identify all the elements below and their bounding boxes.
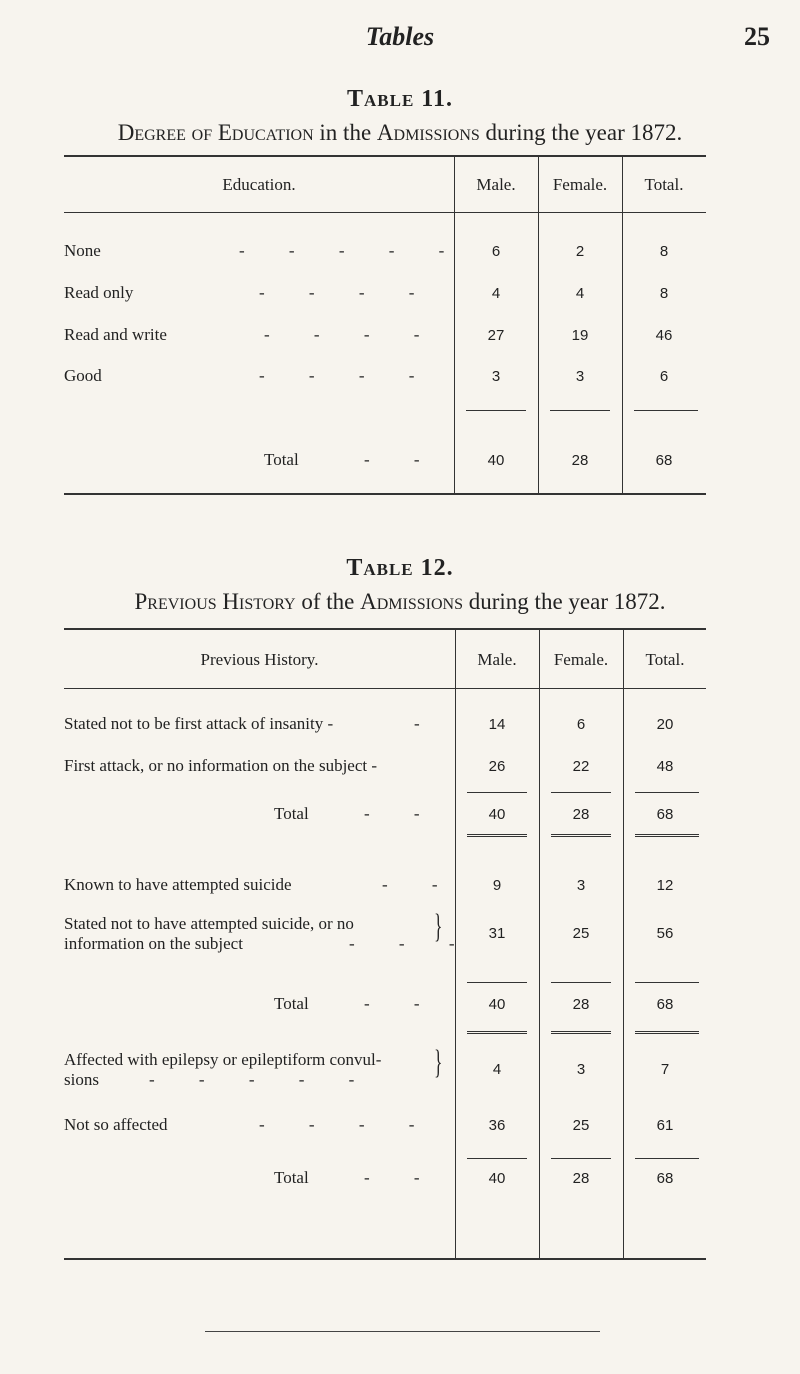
sum-rule xyxy=(467,982,527,983)
leader-dashes: - xyxy=(414,714,440,733)
leader-dashes: - - - - xyxy=(264,325,440,344)
total-female: 28 xyxy=(571,452,589,469)
cell-male: 4 xyxy=(491,285,501,302)
caption-part: Previous History xyxy=(134,589,296,614)
total-male: 40 xyxy=(488,996,506,1013)
cell-female: 6 xyxy=(576,716,586,733)
table-12-heading: Table 12. xyxy=(346,555,454,581)
sum-rule xyxy=(551,792,611,793)
total-female: 28 xyxy=(572,806,590,823)
cell-male: 26 xyxy=(488,758,506,775)
total-male: 40 xyxy=(488,806,506,823)
row-label: Read and write xyxy=(64,325,167,344)
leader-dashes: - - xyxy=(382,875,458,894)
leader-dashes: - - xyxy=(364,804,440,823)
leader-dashes: - - xyxy=(364,994,440,1013)
column-divider xyxy=(454,155,455,494)
cell-total: 61 xyxy=(656,1117,674,1134)
page-bottom-rule xyxy=(205,1331,600,1332)
caption-part: Degree of Education xyxy=(117,120,314,145)
cell-total: 8 xyxy=(659,243,669,260)
page-number: 25 xyxy=(744,22,770,51)
brace-glyph: } xyxy=(434,908,443,945)
leader-dashes: - - - - xyxy=(259,283,435,302)
cell-female: 3 xyxy=(576,1061,586,1078)
cell-total: 12 xyxy=(656,877,674,894)
total-label: Total xyxy=(274,994,309,1013)
total-male: 40 xyxy=(487,452,505,469)
double-rule xyxy=(551,1031,611,1034)
cell-male: 31 xyxy=(488,925,506,942)
row-label-line2: information on the subject xyxy=(64,934,243,953)
row-label-line1: Affected with epilepsy or epileptiform convul- xyxy=(64,1050,382,1069)
header-previous-history: Previous History. xyxy=(200,650,319,669)
header-total: Total. xyxy=(644,175,684,194)
sum-rule xyxy=(635,982,699,983)
cell-female: 22 xyxy=(572,758,590,775)
cell-female: 3 xyxy=(576,877,586,894)
column-divider xyxy=(622,155,623,494)
total-label: Total xyxy=(264,450,299,469)
table-top-rule xyxy=(64,155,706,157)
cell-female: 25 xyxy=(572,925,590,942)
header-female: Female. xyxy=(553,650,609,669)
cell-total: 46 xyxy=(655,327,673,344)
row-label-line2: sions xyxy=(64,1070,99,1089)
leader-dashes: - - xyxy=(364,450,440,469)
double-rule xyxy=(467,1031,527,1034)
table-bottom-rule xyxy=(64,493,706,495)
cell-male: 6 xyxy=(491,243,501,260)
leader-dashes: - - - - - xyxy=(239,241,465,260)
row-label: Good xyxy=(64,366,102,385)
row-label: None xyxy=(64,241,101,260)
leader-dashes: - - - - xyxy=(259,1115,435,1134)
cell-male: 4 xyxy=(492,1061,502,1078)
sum-rule xyxy=(466,410,526,411)
cell-female: 25 xyxy=(572,1117,590,1134)
header-female: Female. xyxy=(552,175,608,194)
cell-total: 7 xyxy=(660,1061,670,1078)
table-12 xyxy=(64,628,706,1308)
cell-male: 9 xyxy=(492,877,502,894)
double-rule xyxy=(635,1031,699,1034)
table-11-caption xyxy=(0,120,800,146)
header-total: Total. xyxy=(645,650,685,669)
sum-rule xyxy=(467,1158,527,1159)
row-label: Not so affected xyxy=(64,1115,168,1134)
table-11 xyxy=(64,155,706,495)
row-label: Read only xyxy=(64,283,134,302)
running-head xyxy=(0,22,800,62)
cell-total: 56 xyxy=(656,925,674,942)
cell-total: 8 xyxy=(659,285,669,302)
total-total: 68 xyxy=(655,452,673,469)
sum-rule xyxy=(551,1158,611,1159)
cell-female: 3 xyxy=(575,368,585,385)
sum-rule xyxy=(635,1158,699,1159)
cell-female: 4 xyxy=(575,285,585,302)
header-male: Male. xyxy=(477,650,517,669)
caption-part: during the year 1872. xyxy=(463,589,666,614)
header-rule xyxy=(64,688,706,689)
sum-rule xyxy=(550,410,610,411)
leader-dashes: - - xyxy=(364,1168,440,1187)
table-11-heading: Table 11. xyxy=(347,86,453,112)
sum-rule xyxy=(467,792,527,793)
caption-part: during the year 1872. xyxy=(479,120,683,145)
total-label: Total xyxy=(274,1168,309,1187)
sum-rule xyxy=(635,792,699,793)
double-rule xyxy=(467,834,527,837)
double-rule xyxy=(635,834,699,837)
total-male: 40 xyxy=(488,1170,506,1187)
caption-part: Admissions xyxy=(360,589,463,614)
table-12-caption xyxy=(0,589,800,615)
caption-part: of the xyxy=(295,589,361,614)
leader-dashes: - - - - xyxy=(259,366,435,385)
sum-rule xyxy=(551,982,611,983)
cell-total: 20 xyxy=(656,716,674,733)
column-divider xyxy=(538,155,539,494)
cell-male: 36 xyxy=(488,1117,506,1134)
total-label: Total xyxy=(274,804,309,823)
caption-part: Admissions xyxy=(376,120,480,145)
cell-male: 14 xyxy=(488,716,506,733)
header-male: Male. xyxy=(476,175,516,194)
header-education: Education. xyxy=(222,175,296,194)
table-bottom-rule xyxy=(64,1258,706,1260)
row-label: First attack, or no information on the subject - xyxy=(64,756,378,775)
running-title: Tables xyxy=(365,22,435,51)
total-total: 68 xyxy=(656,806,674,823)
sum-rule xyxy=(634,410,698,411)
total-female: 28 xyxy=(572,996,590,1013)
leader-dashes: - - - xyxy=(349,934,475,953)
row-label-line1: Stated not to have attempted suicide, or no xyxy=(64,914,354,933)
brace-glyph: } xyxy=(434,1044,443,1081)
cell-male: 27 xyxy=(487,327,505,344)
total-total: 68 xyxy=(656,996,674,1013)
table-top-rule xyxy=(64,628,706,630)
cell-total: 48 xyxy=(656,758,674,775)
total-total: 68 xyxy=(656,1170,674,1187)
caption-part: in the xyxy=(313,120,377,145)
cell-female: 19 xyxy=(571,327,589,344)
total-female: 28 xyxy=(572,1170,590,1187)
header-rule xyxy=(64,212,706,213)
leader-dashes: - - - - - xyxy=(149,1070,375,1089)
cell-total: 6 xyxy=(659,368,669,385)
row-label: Known to have attempted suicide xyxy=(64,875,292,894)
cell-female: 2 xyxy=(575,243,585,260)
row-label: Stated not to be first attack of insanity - xyxy=(64,714,334,733)
cell-male: 3 xyxy=(491,368,501,385)
double-rule xyxy=(551,834,611,837)
